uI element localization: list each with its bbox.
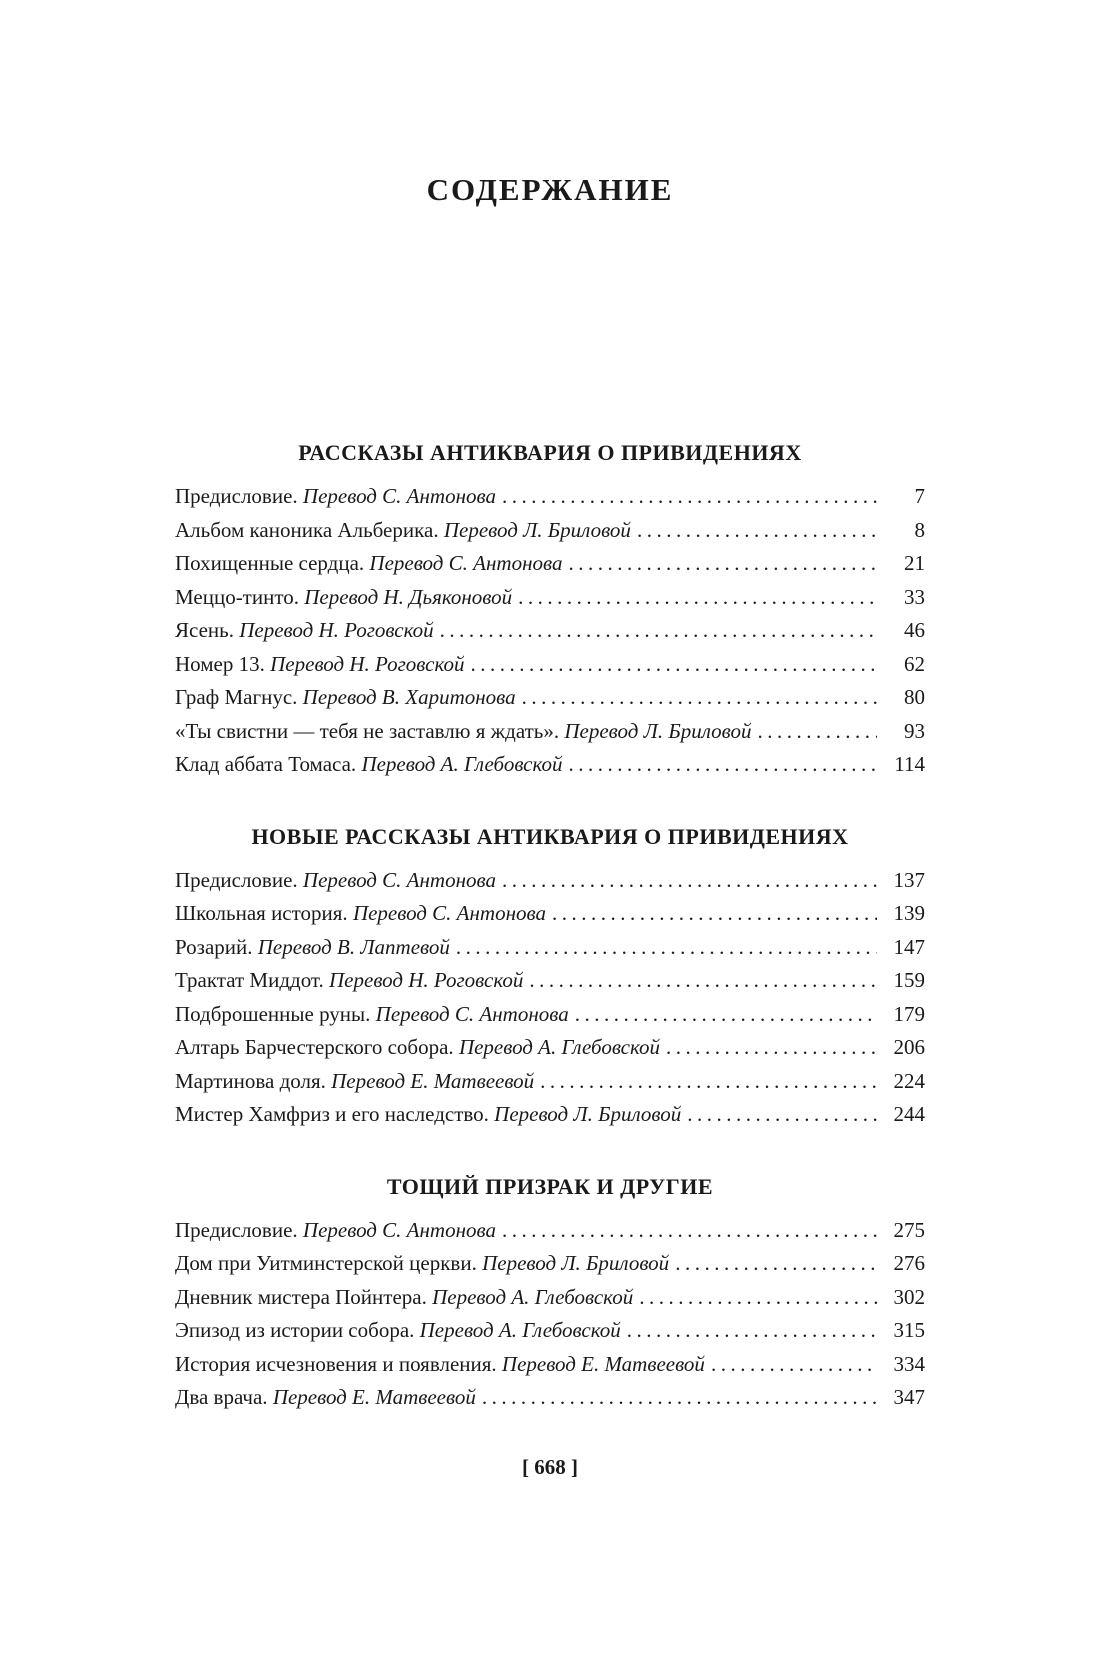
entry-title: Дневник мистера Пойнтера.: [175, 1284, 427, 1309]
dot-leader: [637, 514, 877, 548]
entry-page-number: 315: [893, 1318, 925, 1342]
toc-entry: [175, 864, 925, 898]
entry-translator: Перевод С. Антонова: [375, 1001, 569, 1026]
toc-entry: [175, 1381, 925, 1415]
dot-leader: [440, 614, 877, 648]
dot-leader: [711, 1348, 877, 1382]
entry-page-number: 179: [893, 1001, 925, 1026]
entry-translator: Перевод Н. Роговской: [239, 618, 434, 642]
folio-page-number: [ 668 ]: [522, 1454, 578, 1479]
dot-leader: [502, 480, 877, 514]
entry-page-number: 244: [893, 1102, 925, 1126]
entry-page-number: 46: [904, 618, 925, 642]
entry-translator: Перевод С. Антонова: [352, 901, 546, 925]
entry-page-number: 7: [914, 484, 925, 508]
entry-translator: Перевод Н. Роговской: [329, 968, 524, 992]
toc-entry: [175, 748, 925, 782]
dot-leader: [552, 897, 877, 931]
entry-translator: Перевод Л. Бриловой: [443, 517, 631, 542]
entry-translator: Перевод Л. Бриловой: [564, 718, 752, 743]
toc-entry: [175, 514, 925, 548]
entry-page-number: 137: [893, 867, 925, 892]
entry-translator: Перевод А. Глебовской: [458, 1035, 661, 1059]
entry-title: Ясень.: [175, 618, 234, 642]
toc-entry: [175, 1214, 925, 1248]
section-entries: [175, 1214, 925, 1415]
toc-entry: [175, 964, 925, 998]
entry-page-number: 139: [893, 901, 925, 925]
entry-translator: Перевод С. Антонова: [302, 867, 496, 892]
entry-translator: Перевод С. Антонова: [302, 484, 496, 508]
entry-translator: Перевод А. Глебовской: [419, 1318, 621, 1342]
toc-page: [175, 0, 925, 1480]
entry-page-number: 224: [893, 1068, 925, 1093]
entry-page-number: 93: [904, 718, 925, 743]
entry-page-number: 147: [893, 934, 925, 959]
entry-page-number: 8: [914, 517, 925, 542]
entry-title: Розарий.: [175, 934, 253, 959]
entry-translator: Перевод В. Харитонова: [302, 685, 516, 709]
entry-title: Эпизод из истории собора.: [175, 1318, 415, 1342]
entry-page-number: 33: [904, 584, 925, 609]
toc-entry: [175, 998, 925, 1032]
entry-page-number: 114: [894, 752, 925, 776]
toc-entry: [175, 897, 925, 931]
entry-translator: Перевод Н. Дьяконовой: [304, 584, 513, 609]
entry-translator: Перевод А. Глебовской: [361, 752, 563, 776]
entry-title: История исчезновения и появления.: [175, 1351, 497, 1376]
entry-translator: Перевод Е. Матвеевой: [331, 1068, 535, 1093]
toc-entry: [175, 1247, 925, 1281]
toc-section: [175, 1174, 925, 1415]
entry-title: Мистер Хамфриз и его наследство.: [175, 1102, 489, 1126]
entry-title: Альбом каноника Альберика.: [175, 517, 439, 542]
dot-leader: [627, 1314, 877, 1348]
section-entries: [175, 480, 925, 782]
entry-title: Два врача.: [175, 1385, 268, 1409]
toc-entry: [175, 581, 925, 615]
toc-entry: [175, 715, 925, 749]
entry-page-number: 206: [893, 1035, 925, 1059]
dot-leader: [522, 681, 877, 715]
section-heading: НОВЫЕ РАССКАЗЫ АНТИКВАРИЯ О ПРИВИДЕНИЯХ: [251, 823, 849, 849]
toc-entry: [175, 1281, 925, 1315]
entry-page-number: 62: [904, 651, 925, 676]
entry-title: Подброшенные руны.: [175, 1001, 371, 1026]
entry-page-number: 80: [904, 685, 925, 709]
page-title: СОДЕРЖАНИЕ: [426, 172, 674, 207]
dot-leader: [569, 748, 877, 782]
toc-entry: [175, 681, 925, 715]
entry-page-number: 21: [904, 551, 925, 575]
entry-translator: Перевод Л. Бриловой: [482, 1251, 670, 1275]
entry-translator: Перевод Е. Матвеевой: [272, 1385, 476, 1409]
entry-title: Школьная история.: [175, 901, 348, 925]
section-entries: [175, 864, 925, 1132]
entry-translator: Перевод В. Лаптевой: [257, 934, 450, 959]
entry-page-number: 275: [893, 1217, 925, 1242]
toc-entry: [175, 480, 925, 514]
dot-leader: [568, 547, 877, 581]
dot-leader: [666, 1031, 877, 1065]
entry-title: Предисловие.: [175, 484, 298, 508]
dot-leader: [482, 1381, 877, 1415]
entry-translator: Перевод С. Антонова: [302, 1217, 496, 1242]
entry-title: Мартинова доля.: [175, 1068, 326, 1093]
entry-title: «Ты свистни — тебя не заставлю я ждать».: [175, 718, 560, 743]
entry-translator: Перевод Е. Матвеевой: [501, 1351, 705, 1376]
toc-entry: [175, 1031, 925, 1065]
entry-title: Клад аббата Томаса.: [175, 752, 357, 776]
toc-entry: [175, 1098, 925, 1132]
dot-leader: [757, 715, 877, 749]
dot-leader: [540, 1065, 877, 1099]
dot-leader: [502, 1214, 877, 1248]
entry-page-number: 276: [893, 1251, 925, 1275]
entry-title: Предисловие.: [175, 1217, 298, 1242]
toc-section: [175, 440, 925, 782]
entry-translator: Перевод Л. Бриловой: [494, 1102, 682, 1126]
dot-leader: [675, 1247, 877, 1281]
dot-leader: [529, 964, 877, 998]
entry-translator: Перевод С. Антонова: [369, 551, 563, 575]
dot-leader: [471, 648, 878, 682]
entry-title: Номер 13.: [175, 651, 265, 676]
toc-entry: [175, 547, 925, 581]
dot-leader: [502, 864, 877, 898]
entry-page-number: 334: [893, 1351, 925, 1376]
toc-entry: [175, 648, 925, 682]
dot-leader: [518, 581, 877, 615]
entry-translator: Перевод А. Глебовской: [432, 1284, 634, 1309]
entry-title: Меццо-тинто.: [175, 584, 299, 609]
entry-page-number: 159: [893, 968, 925, 992]
dot-leader: [575, 998, 877, 1032]
toc-section: [175, 824, 925, 1132]
toc-entry: [175, 1348, 925, 1382]
toc-entry: [175, 1314, 925, 1348]
entry-title: Трактат Миддот.: [175, 968, 324, 992]
entry-title: Дом при Уитминстерской церкви.: [175, 1251, 477, 1275]
entry-title: Предисловие.: [175, 867, 298, 892]
dot-leader: [687, 1098, 877, 1132]
entry-translator: Перевод Н. Роговской: [270, 651, 465, 676]
section-heading: ТОЩИЙ ПРИЗРАК И ДРУГИЕ: [386, 1173, 714, 1199]
entry-title: Граф Магнус.: [175, 685, 298, 709]
toc-entry: [175, 1065, 925, 1099]
entry-page-number: 302: [893, 1284, 925, 1309]
toc-entry: [175, 931, 925, 965]
entry-title: Похищенные сердца.: [175, 551, 365, 575]
entry-title: Алтарь Барчестерского собора.: [175, 1035, 454, 1059]
entry-page-number: 347: [893, 1385, 925, 1409]
toc-entry: [175, 614, 925, 648]
section-heading: РАССКАЗЫ АНТИКВАРИЯ О ПРИВИДЕНИЯХ: [298, 440, 802, 465]
dot-leader: [456, 931, 877, 965]
dot-leader: [639, 1281, 877, 1315]
